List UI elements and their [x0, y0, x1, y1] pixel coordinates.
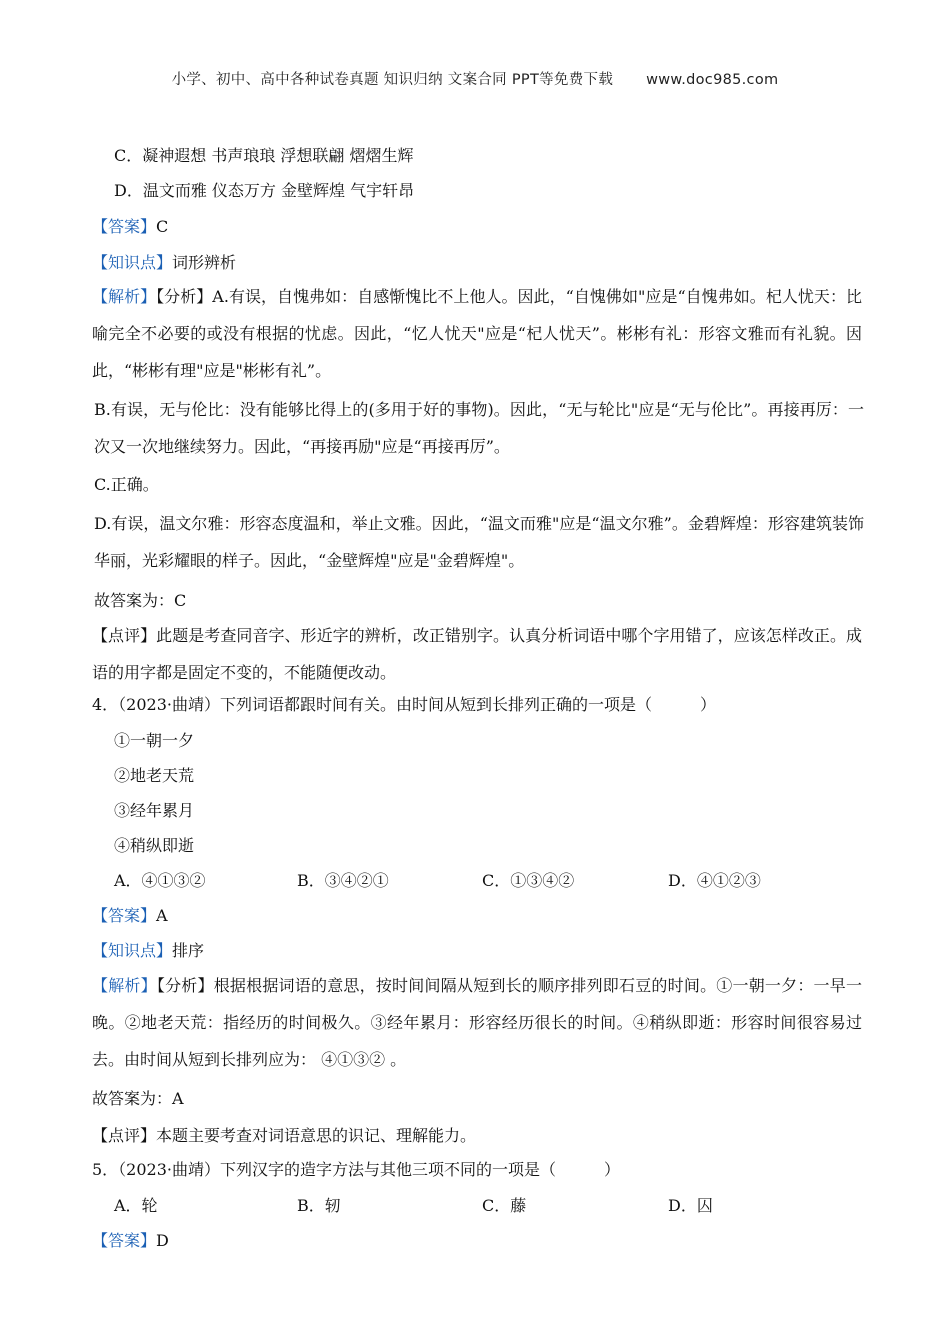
answer-value: D: [156, 1231, 169, 1250]
q4-final-answer: 故答案为：A: [92, 1089, 184, 1108]
page-header: [0, 68, 950, 89]
analysis-tag: 【解析】: [92, 287, 157, 306]
q3-final-answer: 故答案为：C: [94, 591, 187, 610]
q3-answer: [92, 216, 168, 238]
answer-tag: 【答案】: [92, 1231, 157, 1250]
q4-answer: [92, 905, 168, 927]
q3-knowledge-point: [92, 252, 236, 274]
q4-analysis: [92, 967, 862, 1078]
q4-item-3: ③经年累月: [114, 801, 195, 820]
answer-value: C: [156, 217, 169, 236]
q3-analysis-c: C.正确。: [94, 475, 159, 494]
q4-item-4: ④稍纵即逝: [114, 836, 195, 855]
q4-item-1: ①一朝一夕: [114, 731, 195, 750]
q5-option-b: B．轫: [297, 1196, 341, 1215]
q3-review: 【点评】此题是考查同音字、形近字的辨析，改正错别字。认真分析词语中哪个字用错了，应该怎样改正。成语的用字都是固定不变的，不能随便改动。: [92, 626, 862, 682]
analysis-tag: 【解析】: [92, 976, 157, 995]
q4-stem: 4．（2023·曲靖）下列词语都跟时间有关。由时间从短到长排列正确的一项是（ ）: [92, 695, 716, 714]
q3-option-d: D．温文而雅 仪态万方 金壁辉煌 气宇轩昂: [114, 181, 415, 200]
knowledge-tag: 【知识点】: [92, 941, 173, 960]
header-site: www.doc985.com: [646, 72, 779, 88]
answer-tag: 【答案】: [92, 217, 157, 236]
q3-analysis-d: D.有误，温文尔雅：形容态度温和，举止文雅。因此，“温文而雅"应是“温文尔雅”。金碧辉煌：形容建筑装饰华丽，光彩耀眼的样子。因此，“金壁辉煌"应是"金碧辉煌"。: [94, 514, 864, 570]
answer-tag: 【答案】: [92, 906, 157, 925]
knowledge-value: 词形辨析: [172, 253, 237, 272]
q4-knowledge-point: [92, 940, 204, 962]
q5-option-c: C．藤: [482, 1196, 527, 1215]
q4-item-2: ②地老天荒: [114, 766, 195, 785]
analysis-text: 【分析】A.有误，自愧弗如：自感惭愧比不上他人。因此，“自愧佛如"应是“自愧弗如。杞人忧天：比喻完全不必要的或没有根据的忧虑。因此，“忆人忧天"应是“杞人忧天”。彬彬有礼：形容文雅而有礼貌。因此，“彬彬有理"应是"彬彬有礼”。: [92, 287, 862, 380]
q4-option-a: A．④①③②: [114, 871, 206, 890]
q4-option-b: B．③④②①: [297, 871, 389, 890]
q5-answer: [92, 1230, 169, 1252]
q5-stem: 5．（2023·曲靖）下列汉字的造字方法与其他三项不同的一项是（ ）: [92, 1160, 620, 1179]
q3-option-c: C．凝神遐想 书声琅琅 浮想联翩 熠熠生辉: [114, 146, 414, 165]
q4-option-d: D．④①②③: [668, 871, 761, 890]
q5-option-a: A．轮: [114, 1196, 158, 1215]
q5-option-d: D．囚: [668, 1196, 713, 1215]
q4-review: 【点评】本题主要考查对词语意思的识记、理解能力。: [92, 1126, 477, 1145]
knowledge-tag: 【知识点】: [92, 253, 173, 272]
q4-option-c: C．①③④②: [482, 871, 575, 890]
knowledge-value: 排序: [172, 941, 205, 960]
q3-analysis-b: B.有误，无与伦比：没有能够比得上的(多用于好的事物)。因此，“无与轮比"应是“无与伦比”。再接再厉：一次又一次地继续努力。因此，“再接再励"应是“再接再厉”。: [94, 400, 864, 456]
header-text: 小学、初中、高中各种试卷真题 知识归纳 文案合同 PPT等免费下载: [171, 72, 614, 88]
q3-analysis-a: [92, 278, 862, 389]
answer-value: A: [156, 906, 168, 925]
analysis-text: 【分析】根据根据词语的意思，按时间间隔从短到长的顺序排列即石豆的时间。①一朝一夕：一早一晚。②地老天荒：指经历的时间极久。③经年累月：形容经历很长的时间。④稍纵即逝：形容时间很容易过去。由时间从短到长排列应为： ④①③② 。: [92, 976, 862, 1069]
